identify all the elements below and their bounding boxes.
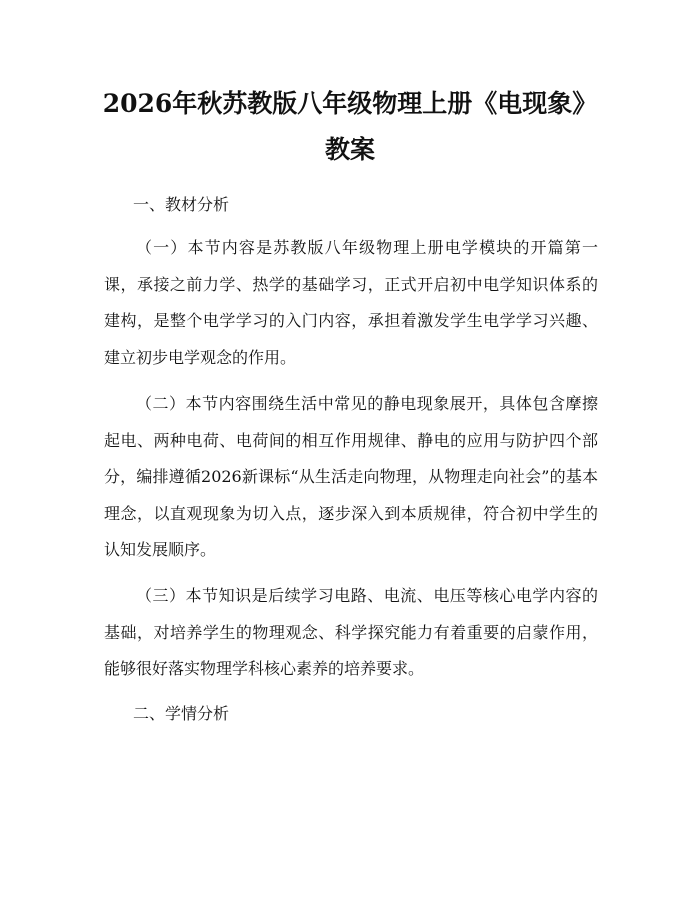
paragraph-2: （二）本节内容围绕生活中常见的静电现象展开，具体包含摩擦起电、两种电荷、电荷间的相互作用规律、静电的应用与防护四个部分，编排遵循2026新课标“从生活走向物理，从物理走向社会”的基本理念，以直观现象为切入点，逐步深入到本质规律，符合初中学生的认知发展顺序。 bbox=[104, 394, 598, 559]
document-title: 2026年秋苏教版八年级物理上册《电现象》 bbox=[102, 89, 598, 118]
paragraph-1: （一）本节内容是苏教版八年级物理上册电学模块的开篇第一课，承接之前力学、热学的基础学习，正式开启初中电学知识体系的建构，是整个电学学习的入门内容，承担着激发学生电学学习兴趣、建立初步电学观念的作用。 bbox=[104, 238, 598, 367]
paragraph-3: （三）本节知识是后续学习电路、电流、电压等核心电学内容的基础，对培养学生的物理观念、科学探究能力有着重要的启蒙作用，能够很好落实物理学科核心素养的培养要求。 bbox=[104, 586, 598, 678]
section-heading-textbook-analysis: 一、教材分析 bbox=[133, 195, 230, 214]
section-heading-student-analysis: 二、学情分析 bbox=[133, 704, 230, 723]
document-title-continued: 教案 bbox=[324, 135, 375, 164]
